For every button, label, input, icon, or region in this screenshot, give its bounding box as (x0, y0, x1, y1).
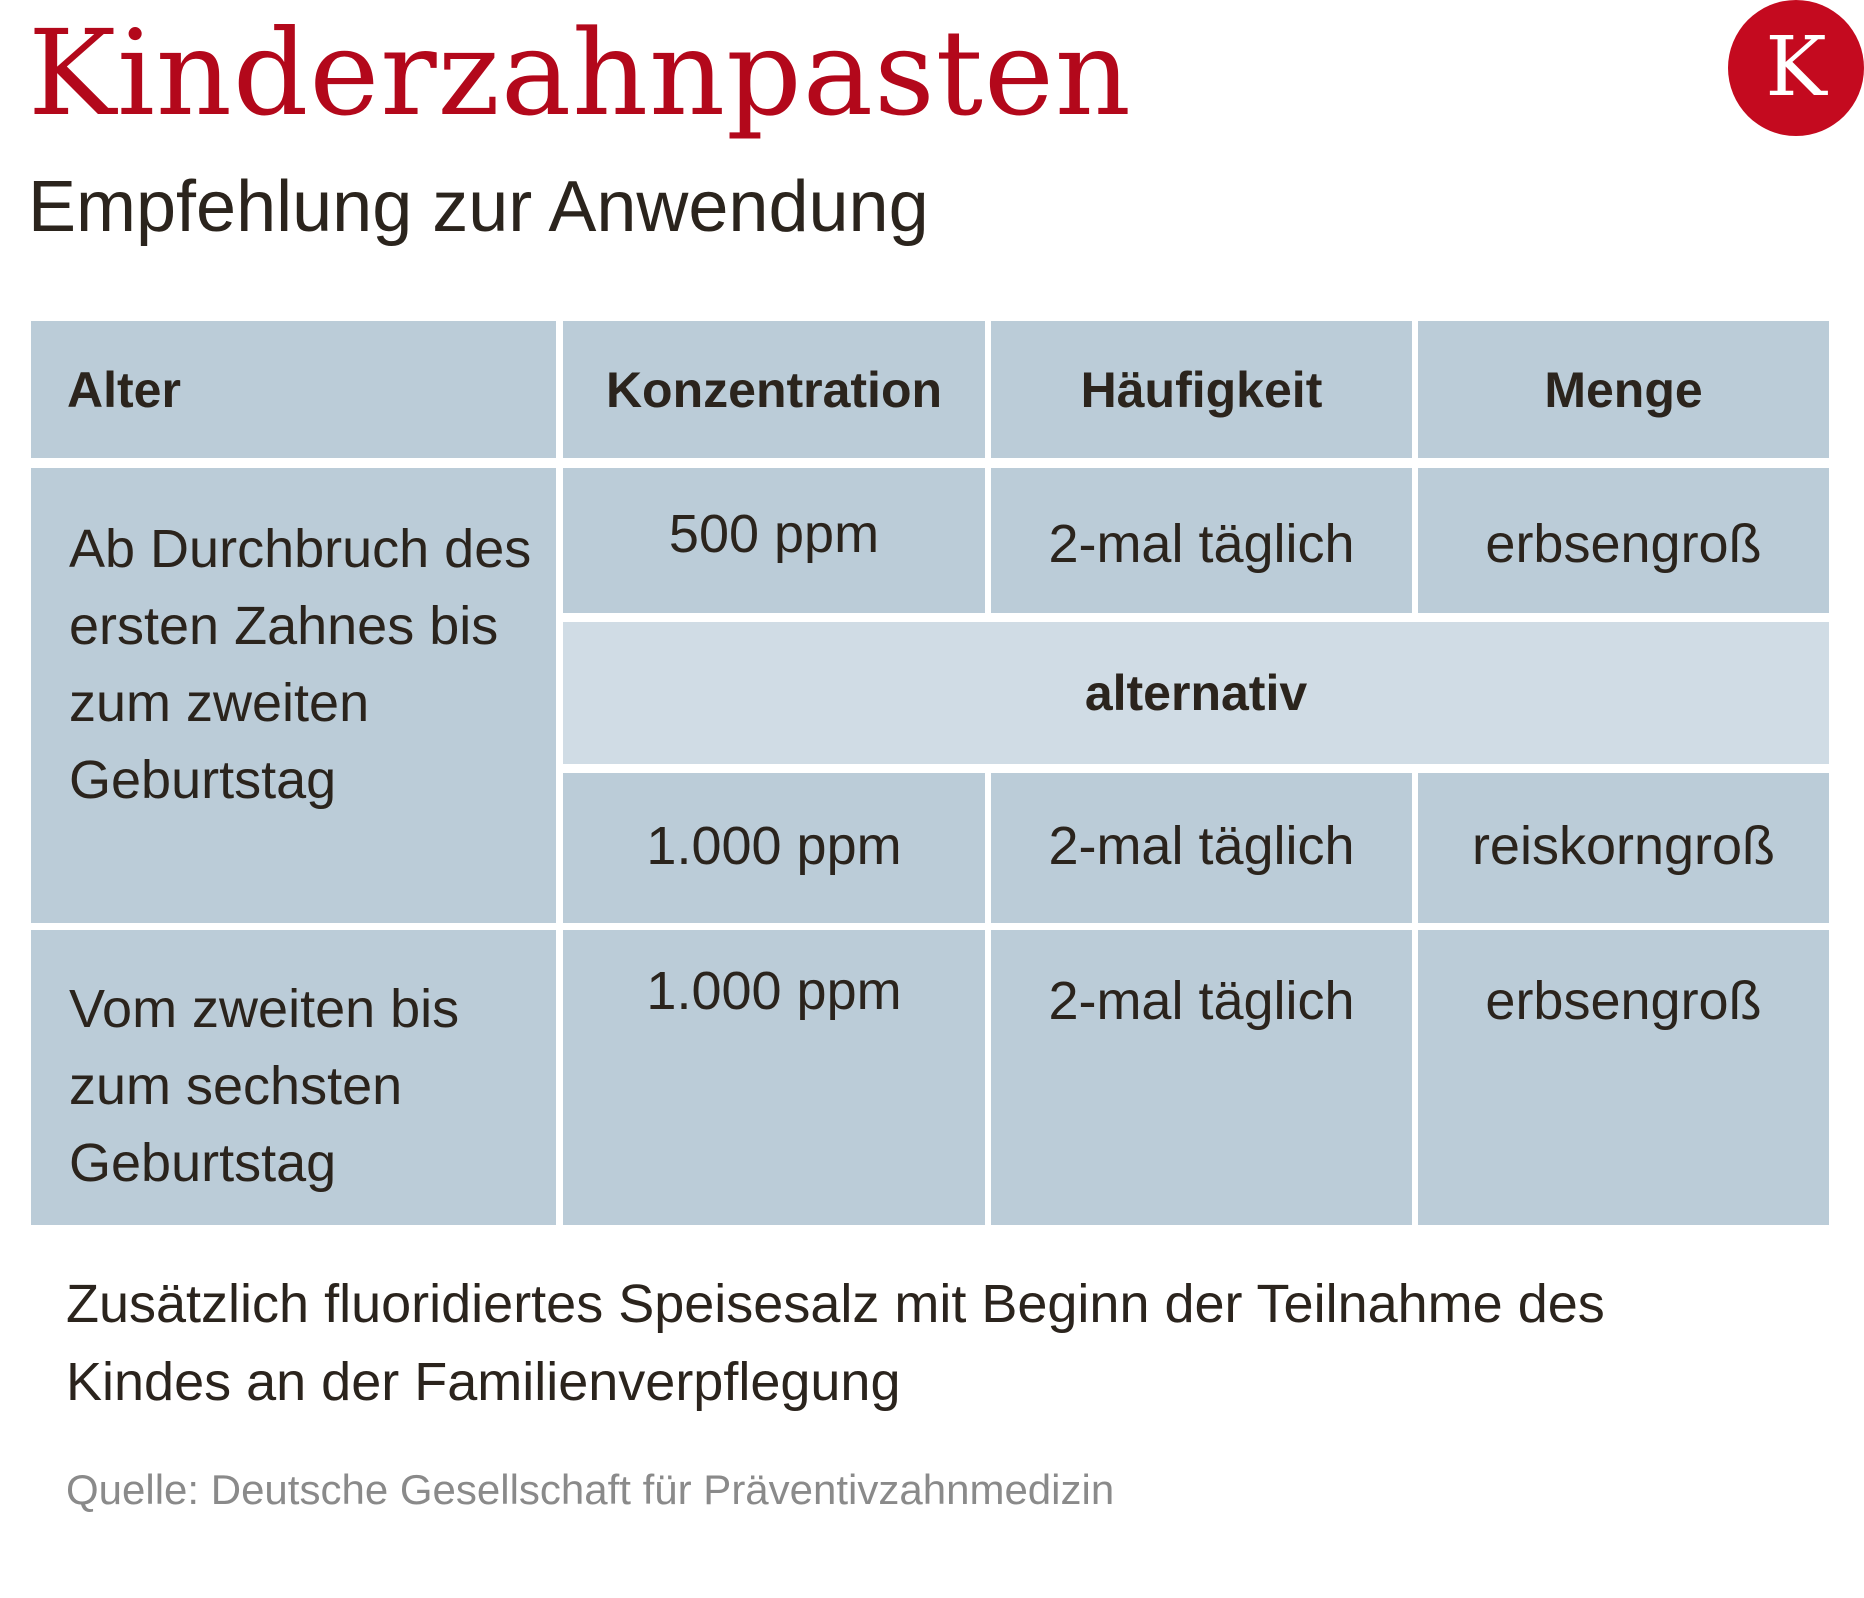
group2-haeufigkeit-text: 2-mal täglich (1048, 971, 1355, 1031)
group1-rowA-menge (1418, 468, 1829, 613)
group1-rowA-menge-text: erbsengroß (1485, 514, 1762, 574)
group1-rowA-haeufigkeit (991, 468, 1412, 613)
group1-rowA-haeufigkeit-text: 2-mal täglich (1048, 514, 1355, 574)
page-subtitle: Empfehlung zur Anwendung (28, 167, 929, 247)
group1-rowB-haeufigkeit-text: 2-mal täglich (1048, 816, 1355, 876)
group1-rowB-haeufigkeit (991, 773, 1412, 923)
header-cell-menge (1418, 321, 1829, 458)
page-title: Kinderzahnpasten (28, 4, 1132, 142)
header-label-alter: Alter (67, 362, 181, 418)
header-label-konzentration: Konzentration (605, 362, 943, 418)
header-cell-konzentration (563, 321, 985, 458)
group1-alter-text: Ab Durchbruch des ersten Zahnes bis zum zweiten Geburtstag (69, 519, 532, 810)
source-line: Quelle: Deutsche Gesellschaft für Präventivzahnmedizin (66, 1466, 1115, 1513)
group1-rowB-konzentration-text: 1.000 ppm (646, 816, 902, 876)
header-label-menge: Menge (1544, 362, 1703, 418)
header-cell-haeufigkeit (991, 321, 1412, 458)
group2-konzentration (563, 930, 985, 1225)
group1-rowB-menge (1418, 773, 1829, 923)
alternativ-label: alternativ (1084, 665, 1308, 721)
group2-menge-text: erbsengroß (1485, 971, 1762, 1031)
k-logo: K (1728, 0, 1864, 136)
group2-alter-text: Vom zweiten bis zum sechsten Geburtstag (69, 979, 460, 1193)
group2-haeufigkeit (991, 930, 1412, 1225)
header-cell-alter (31, 321, 556, 458)
footnote: Zusätzlich fluoridiertes Speisesalz mit Beginn der Teilnahme des Kindes an der Familienverpflegung (66, 1274, 1605, 1412)
group2-konzentration-text: 1.000 ppm (646, 961, 902, 1021)
group1-rowA-konzentration-text: 500 ppm (668, 504, 880, 564)
group1-rowB-konzentration (563, 773, 985, 923)
group2-menge (1418, 930, 1829, 1225)
header-label-haeufigkeit: Häufigkeit (1080, 362, 1323, 418)
group1-alter-cell (31, 468, 556, 923)
group1-rowB-menge-text: reiskorngroß (1471, 816, 1776, 876)
group1-rowA-konzentration (563, 468, 985, 613)
alternativ-row (563, 622, 1829, 764)
group2-alter-cell (31, 930, 556, 1225)
